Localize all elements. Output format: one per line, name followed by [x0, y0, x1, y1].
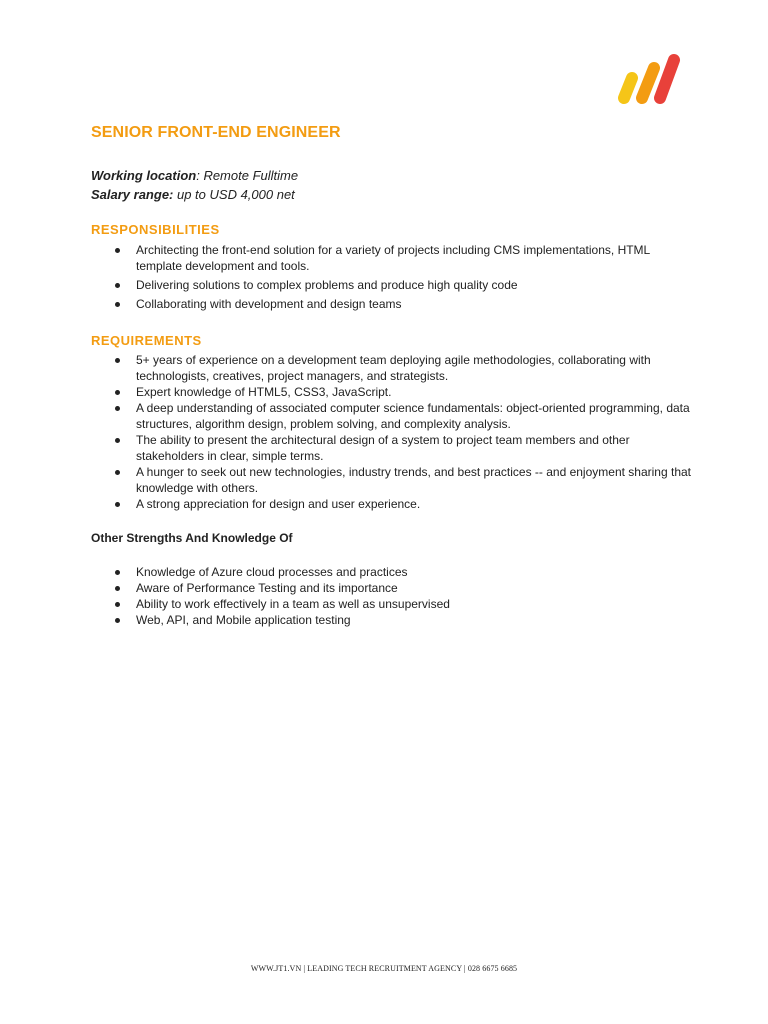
logo-bar-orange: [642, 68, 654, 98]
list-item: [91, 352, 691, 384]
requirements-list: [91, 352, 691, 512]
bullet-icon: [115, 283, 120, 288]
other-strengths-list: [91, 564, 691, 628]
list-item: [91, 596, 691, 612]
list-item: [91, 384, 691, 400]
bullet-icon: [115, 502, 120, 507]
list-item-text: Collaborating with development and design teams: [136, 297, 402, 311]
list-item: [91, 400, 691, 432]
list-item-text: Web, API, and Mobile application testing: [136, 613, 351, 627]
list-item-text: A hunger to seek out new technologies, industry trends, and best practices -- and enjoyment sharing that knowledge with others.: [136, 465, 691, 495]
list-item-text: Expert knowledge of HTML5, CSS3, JavaScript.: [136, 385, 392, 399]
list-item: [91, 496, 691, 512]
working-location-row: [91, 166, 298, 185]
bullet-icon: [115, 570, 120, 575]
list-item-text: A deep understanding of associated computer science fundamentals: object-oriented programming, data structures, algorithm design, problem solving, and complexity analysis.: [136, 401, 690, 431]
bullet-icon: [115, 358, 120, 363]
list-item-text: 5+ years of experience on a development team deploying agile methodologies, collaborating with technologists, creatives, project managers, and strategists.: [136, 353, 651, 383]
list-item-text: Aware of Performance Testing and its importance: [136, 581, 398, 595]
bullet-icon: [115, 586, 120, 591]
list-item-text: Ability to work effectively in a team as well as unsupervised: [136, 597, 450, 611]
bullet-icon: [115, 470, 120, 475]
list-item: [91, 432, 691, 464]
bullet-icon: [115, 248, 120, 253]
list-item: [91, 277, 691, 293]
bullet-icon: [115, 302, 120, 307]
bullet-icon: [115, 438, 120, 443]
salary-range-value: up to USD 4,000 net: [173, 187, 295, 202]
working-location-value: : Remote Fulltime: [196, 168, 299, 183]
list-item-text: The ability to present the architectural design of a system to project team members and other stakeholders in clear, simple terms.: [136, 433, 630, 463]
list-item-text: A strong appreciation for design and user experience.: [136, 497, 421, 511]
bullet-icon: [115, 618, 120, 623]
bullet-icon: [115, 406, 120, 411]
list-item: [91, 612, 691, 628]
list-item: [91, 464, 691, 496]
other-strengths-heading: Other Strengths And Knowledge Of: [91, 531, 293, 545]
list-item: [91, 242, 691, 274]
responsibilities-list: [91, 242, 691, 315]
brand-logo-icon: [612, 50, 682, 110]
logo-bar-yellow: [624, 78, 632, 98]
salary-range-label: Salary range:: [91, 187, 174, 202]
requirements-heading: REQUIREMENTS: [91, 333, 202, 348]
job-title: SENIOR FRONT-END ENGINEER: [91, 124, 341, 141]
list-item-text: Knowledge of Azure cloud processes and practices: [136, 565, 408, 579]
list-item: [91, 296, 691, 312]
list-item-text: Architecting the front-end solution for a variety of projects including CMS implementations, HTML template development and tools.: [136, 243, 650, 273]
list-item: [91, 580, 691, 596]
list-item-text: Delivering solutions to complex problems and produce high quality code: [136, 278, 518, 292]
brand-logo-graphic: [612, 50, 682, 110]
job-meta: [91, 166, 298, 204]
logo-bar-red: [660, 60, 674, 98]
bullet-icon: [115, 390, 120, 395]
bullet-icon: [115, 602, 120, 607]
responsibilities-heading: RESPONSIBILITIES: [91, 222, 220, 237]
list-item: [91, 564, 691, 580]
salary-range-row: [91, 185, 298, 204]
footer-contact: WWW.JT1.VN | LEADING TECH RECRUITMENT AGENCY | 028 6675 6685: [250, 964, 518, 973]
working-location-label: Working location: [91, 168, 197, 183]
